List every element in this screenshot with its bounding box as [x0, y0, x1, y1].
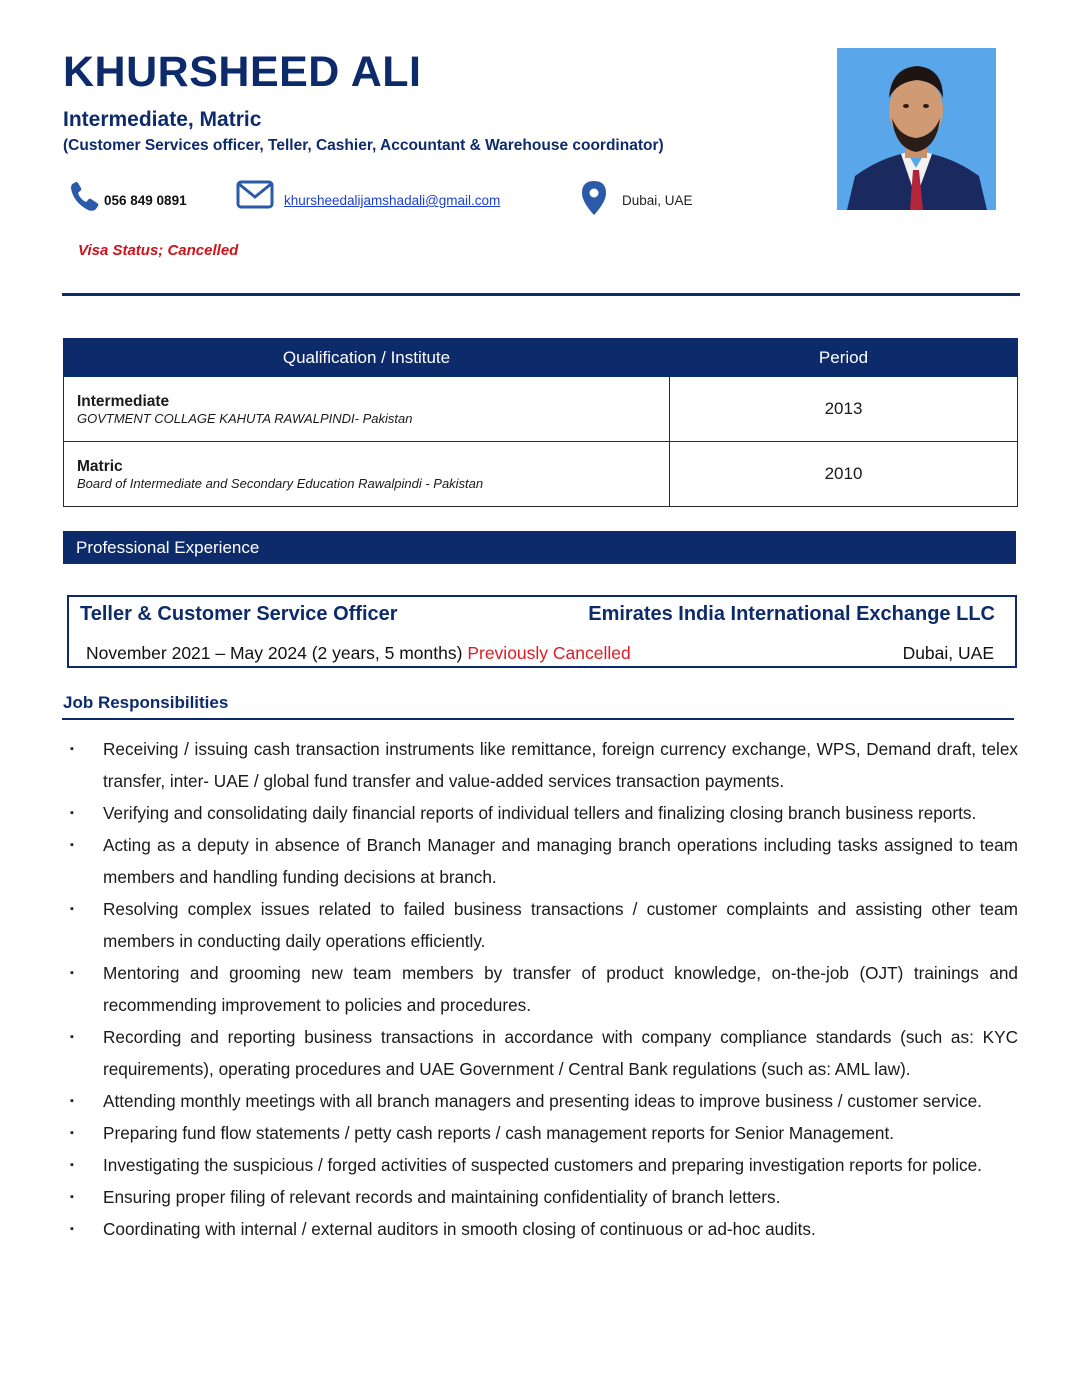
employment-period: November 2021 – May 2024 (2 years, 5 months)	[86, 643, 463, 663]
table-row	[64, 377, 1018, 442]
responsibility-item	[63, 1149, 1018, 1181]
responsibility-text: Investigating the suspicious / forged activities of suspected customers and preparing investigation reports for police.	[103, 1155, 982, 1175]
responsibility-item	[63, 893, 1018, 957]
responsibilities-list	[63, 733, 1018, 1245]
job-title: Teller & Customer Service Officer	[80, 603, 398, 625]
responsibility-item	[63, 957, 1018, 1021]
responsibility-text: Coordinating with internal / external auditors in smooth closing of continuous or ad-hoc audits.	[103, 1219, 816, 1239]
responsibility-item	[63, 1213, 1018, 1245]
phone-icon	[68, 180, 102, 219]
col-header-period: Period	[670, 339, 1018, 377]
responsibility-item	[63, 1085, 1018, 1117]
bullet-icon: ▪	[70, 1127, 74, 1139]
bullet-icon: ▪	[70, 1191, 74, 1203]
responsibilities-heading: Job Responsibilities	[63, 693, 229, 712]
institute-name: GOVTMENT COLLAGE KAHUTA RAWALPINDI- Pakistan	[77, 410, 413, 426]
qualification-cell	[64, 377, 670, 442]
email-link[interactable]: khursheedalijamshadali@gmail.com	[284, 193, 501, 208]
company-name: Emirates India International Exchange LLC	[588, 603, 995, 625]
job-location: Dubai, UAE	[902, 643, 994, 663]
bullet-icon: ▪	[70, 807, 74, 819]
bullet-icon: ▪	[70, 743, 74, 755]
employment-status: Previously Cancelled	[467, 643, 631, 663]
bullet-icon: ▪	[70, 1031, 74, 1043]
header-divider	[62, 293, 1020, 296]
envelope-icon	[236, 180, 274, 215]
bullet-icon: ▪	[70, 1223, 74, 1235]
visa-status: Visa Status; Cancelled	[78, 242, 239, 259]
period-cell: 2013	[670, 377, 1018, 442]
bullet-icon: ▪	[70, 967, 74, 979]
responsibility-text: Acting as a deputy in absence of Branch Manager and managing branch operations including tasks assigned to team members and handling funding decisions at branch.	[103, 835, 1018, 887]
bullet-icon: ▪	[70, 903, 74, 915]
responsibility-item	[63, 1021, 1018, 1085]
degree-name: Intermediate	[77, 392, 170, 410]
bullet-icon: ▪	[70, 1159, 74, 1171]
responsibility-item	[63, 1117, 1018, 1149]
responsibility-text: Ensuring proper filing of relevant records and maintaining confidentiality of branch letters.	[103, 1187, 781, 1207]
responsibility-text: Receiving / issuing cash transaction instruments like remittance, foreign currency exchange, WPS, Demand draft, telex transfer, inter- UAE / global fund transfer and value-added services transaction payments.	[103, 739, 1018, 791]
period-cell: 2010	[670, 442, 1018, 507]
responsibility-text: Verifying and consolidating daily financial reports of individual tellers and finalizing closing branch business reports.	[103, 803, 977, 823]
phone-number[interactable]: 056 849 0891	[104, 193, 187, 208]
responsibility-item	[63, 829, 1018, 893]
profile-photo	[837, 48, 996, 210]
roles-line: (Customer Services officer, Teller, Cashier, Accountant & Warehouse coordinator)	[63, 137, 664, 154]
col-header-qualification: Qualification / Institute	[64, 339, 670, 377]
institute-name: Board of Intermediate and Secondary Education Rawalpindi - Pakistan	[77, 475, 484, 491]
responsibility-text: Resolving complex issues related to failed business transactions / customer complaints and assisting other team members in conducting daily operations efficiently.	[103, 899, 1018, 951]
location-pin-icon	[581, 180, 607, 221]
degree-name: Matric	[77, 457, 123, 475]
table-row	[64, 442, 1018, 507]
bullet-icon: ▪	[70, 1095, 74, 1107]
responsibility-item	[63, 797, 1018, 829]
job-dates	[86, 643, 631, 664]
responsibility-item	[63, 1181, 1018, 1213]
qualification-cell	[64, 442, 670, 507]
responsibility-text: Preparing fund flow statements / petty cash reports / cash management reports for Senior Management.	[103, 1123, 895, 1143]
section-header-experience: Professional Experience	[63, 531, 1016, 564]
location-text: Dubai, UAE	[622, 193, 693, 208]
qualification-subtitle: Intermediate, Matric	[63, 108, 262, 131]
candidate-name: KHURSHEED ALI	[63, 48, 422, 96]
education-table	[63, 338, 1018, 507]
responsibilities-divider	[62, 718, 1014, 720]
responsibility-text: Recording and reporting business transactions in accordance with company compliance standards (such as: KYC requirements), operating procedures and UAE Government / Central Bank regulations (such as: AML law).	[103, 1027, 1018, 1079]
responsibility-text: Attending monthly meetings with all branch managers and presenting ideas to improve business / customer service.	[103, 1091, 982, 1111]
bullet-icon: ▪	[70, 839, 74, 851]
responsibility-text: Mentoring and grooming new team members by transfer of product knowledge, on-the-job (OJT) trainings and recommending improvement to policies and procedures.	[103, 963, 1018, 1015]
responsibility-item	[63, 733, 1018, 797]
